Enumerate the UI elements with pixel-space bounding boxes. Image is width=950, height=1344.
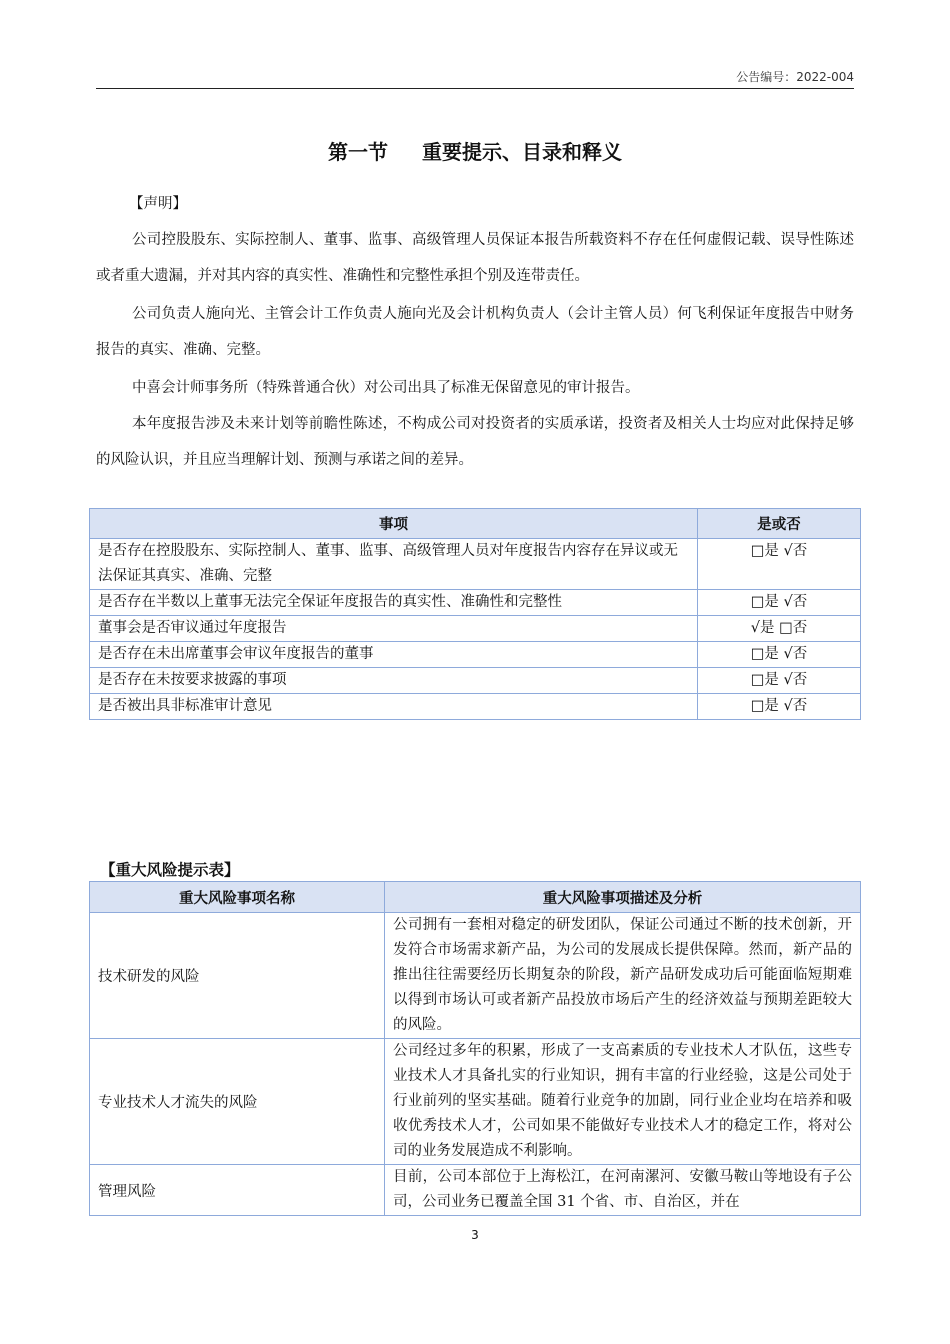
item-answer: √是 □否 [698,616,861,642]
declaration-paragraph-2: 公司负责人施向光、主管会计工作负责人施向光及会计机构负责人（会计主管人员）何飞利保证年度报告中财务报告的真实、准确、完整。 [96,306,854,358]
declaration-paragraph-4: 本年度报告涉及未来计划等前瞻性陈述，不构成公司对投资者的实质承诺，投资者及相关人士均应对此保持足够的风险认识，并且应当理解计划、预测与承诺之间的差异。 [96,416,854,468]
risk-description: 公司拥有一套相对稳定的研发团队，保证公司通过不断的技术创新，开发符合市场需求新产品，为公司的发展成长提供保障。然而，新产品的推出往往需要经历长期复杂的阶段，新产品研发成功后可能面临短期难以得到市场认可或者新产品投放市场后产生的经济效益与预期差距较大的风险。 [385,913,861,1039]
risk-description: 目前，公司本部位于上海松江，在河南漯河、安徽马鞍山等地设有子公司，公司业务已覆盖全国 31 个省、市、自治区，并在 [385,1165,861,1216]
item-answer: □是 √否 [698,668,861,694]
risk-table-header [90,882,861,913]
table-row [90,642,861,668]
risk-name: 管理风险 [90,1165,385,1216]
item-answer: □是 √否 [698,590,861,616]
item-text: 董事会是否审议通过年度报告 [90,616,698,642]
declaration-heading: 【声明】 [129,196,187,212]
item-text: 是否存在未按要求披露的事项 [90,668,698,694]
risk-name: 专业技术人才流失的风险 [90,1039,385,1165]
item-answer: □是 √否 [698,694,861,720]
table-row [90,694,861,720]
items-header-item: 事项 [90,509,698,539]
announcement-number: 公告编号：2022-004 [736,70,854,84]
risk-table-title: 【重大风险提示表】 [100,861,240,879]
risk-name: 技术研发的风险 [90,913,385,1039]
section-title [0,136,950,165]
risk-header-description: 重大风险事项描述及分析 [385,882,861,913]
risk-header-name: 重大风险事项名称 [90,882,385,913]
risk-table [89,881,861,1216]
page-number: 3 [471,1228,479,1242]
risk-description: 公司经过多年的积累，形成了一支高素质的专业技术人才队伍，这些专业技术人才具备扎实的行业知识，拥有丰富的行业经验，这是公司处于行业前列的坚实基础。随着行业竞争的加剧，同行业企业均在培养和吸收优秀技术人才，公司如果不能做好专业技术人才的稳定工作，将对公司的业务发展造成不利影响。 [385,1039,861,1165]
declaration-paragraph-1: 公司控股股东、实际控制人、董事、监事、高级管理人员保证本报告所载资料不存在任何虚假记载、误导性陈述或者重大遗漏，并对其内容的真实性、准确性和完整性承担个别及连带责任。 [96,232,854,284]
items-table [89,508,861,720]
items-header-answer: 是或否 [698,509,861,539]
item-text: 是否存在未出席董事会审议年度报告的董事 [90,642,698,668]
item-text: 是否存在控股股东、实际控制人、董事、监事、高级管理人员对年度报告内容存在异议或无法保证其真实、准确、完整 [90,539,698,590]
section-heading: 重要提示、目录和释义 [422,140,622,164]
item-answer: □是 √否 [698,642,861,668]
item-text: 是否被出具非标准审计意见 [90,694,698,720]
table-row [90,1165,861,1216]
table-row [90,913,861,1039]
declaration-paragraph-3: 中喜会计师事务所（特殊普通合伙）对公司出具了标准无保留意见的审计报告。 [132,380,640,396]
table-row [90,590,861,616]
section-number: 第一节 [328,140,388,164]
table-row [90,1039,861,1165]
items-table-header [90,509,861,539]
table-row [90,668,861,694]
item-text: 是否存在半数以上董事无法完全保证年度报告的真实性、准确性和完整性 [90,590,698,616]
item-answer: □是 √否 [698,539,861,590]
page-header [96,68,854,89]
table-row [90,616,861,642]
table-row [90,539,861,590]
